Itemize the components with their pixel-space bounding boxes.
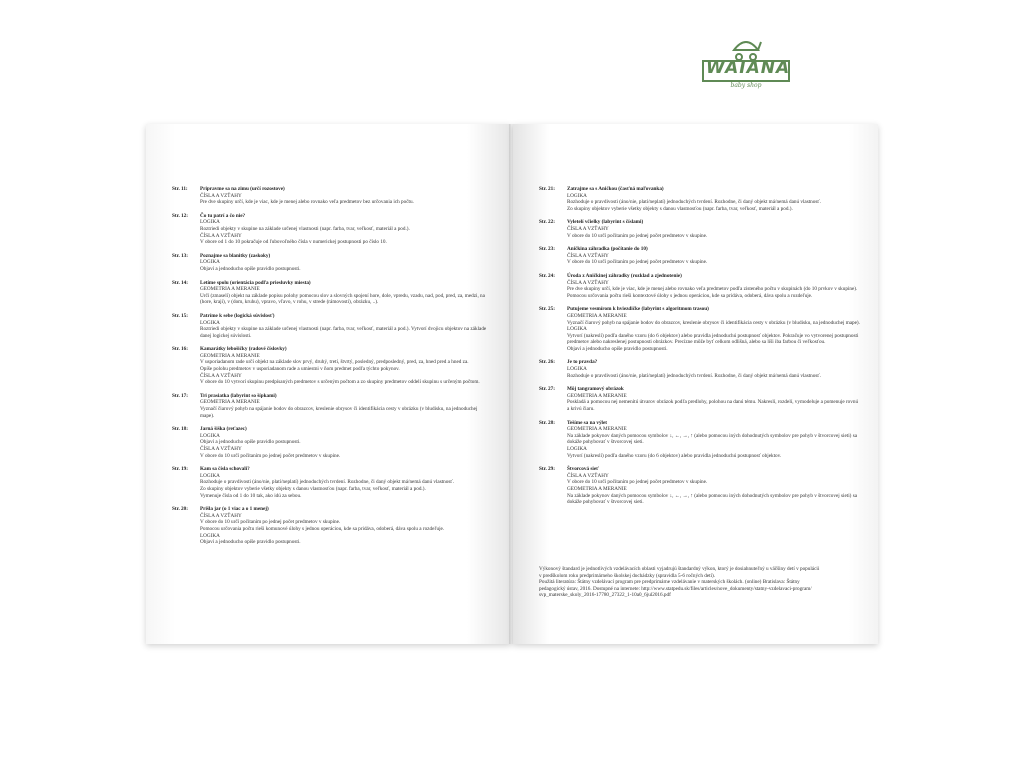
entry-line: Vytvorí (nakreslí) podľa daného vzoru (do 6 objektov) alebo pravidla jednoduchú postupnosť objektov. Pokračuje vo vytvorenej postupnosti predmetov alebo nakreslenej postupnosti obrázkov. Precízne môže byť celkom odlišná, alebo sa líši iba farbou či veľkosťou. (567, 332, 859, 346)
entry-line: Rozhoduje o pravdivosti (áno/nie, platí/neplatí) jednoduchých tvrdení. Rozhodne, či daný objekt má/nemá danú vlastnosť. (567, 199, 821, 206)
entry-title: Tri prasiatka (labyrint so šípkami) (200, 392, 277, 399)
entry-page-number: Str. 29: (539, 466, 555, 473)
entry-title: Jarná šiška (reťazec) (200, 426, 247, 433)
entry-line: Pomocou určovania počtu rieši komunové úlohy s jednou operáciou, kde sa pridáva, odoberá, dáva spolu a rozdeľuje. (200, 525, 445, 532)
entry-line: GEOMETRIA A MERANIE (567, 312, 627, 319)
entry-line: Na základe pokynov daných pomocou symbolov ↓, ←, →, ↑ (alebo pomocou iných dohodnutých symbolov pre pohyb v štvorcovej sieti) sa dokáže pohybovať v štvorcovej sieti. (567, 492, 858, 506)
footnote-line: pedagogický ústav, 2016. Dostupné na internete: http://www.statpedu.sk/files/articles/nove_dokumenty/statny-vzdelavaci-program/ (539, 585, 812, 592)
entry-line: Objaví a jednoducho opíše pravidlo postupnosti. (200, 265, 301, 272)
entry-page-number: Str. 17: (172, 392, 188, 399)
entry-line: ČÍSLA A VZŤAHY (200, 192, 242, 199)
entry-body (567, 219, 861, 239)
entry-title: Kamarátky lebošičky (radové číslovky) (200, 346, 287, 353)
entry-title: Poznajme sa blanitky (zaskoky) (200, 252, 271, 259)
entry-row (539, 306, 861, 352)
entry-line: LOGIKA (200, 472, 220, 479)
entry-title: Letíme spolu (orientácia podľa priesluvky miesta) (200, 279, 311, 286)
entry-title: Čo tu patrí a čo nie? (200, 212, 246, 219)
entry-title: Pripravme sa na zimu (určí rozostove) (200, 186, 285, 192)
entry-row (172, 466, 490, 499)
entry-line: LOGIKA (567, 326, 587, 333)
entry-line: V obore do 10 vytvorí skupinu predpísaných predmetov s určeným počtom a zo skupiny predmetov oddelí skupinu s určeným počtom. (200, 379, 480, 386)
entry-body (200, 393, 490, 419)
right-page-entries (539, 186, 861, 513)
entry-page-number: Str. 21: (539, 186, 555, 192)
entry-body (200, 346, 490, 386)
entry-line: Pomocou určovania počtu rieši kontextové úlohy s jednou operáciou, kde sa pridáva, odoberá, dáva spolu a rozdeľuje. (567, 292, 813, 299)
entry-line: Opíše polohu predmetov v usporiadanom rade a umiestni v ňom predmet podľa týchto pokynov. (200, 366, 400, 373)
entry-line: Objaví a jednoducho opíše pravidlo postupnosti. (200, 439, 301, 446)
entry-line: GEOMETRIA A MERANIE (567, 426, 627, 433)
entry-page-number: Str. 20: (172, 506, 188, 513)
entry-body (200, 313, 490, 339)
entry-body (200, 253, 490, 273)
footnote-line: Výkonový štandard je jednotlivých vzdelávacích oblasti vyjadrujú štandardný výkon, ktorý je dosiahnuteľný u väčšiny detí v populácii (539, 566, 820, 572)
entry-page-number: Str. 11: (172, 186, 188, 192)
entry-line: V obore do 10 určí počítaním po jednej počet predmetov v skupine. (200, 452, 341, 459)
entry-line: Roztriedi objekty v skupine na základe určenej vlastnosti (napr. farba, tvar, veľkosť, materiál a pod.). (200, 225, 410, 232)
entry-page-number: Str. 27: (539, 386, 555, 393)
entry-line: LOGIKA (200, 219, 220, 226)
open-book (146, 124, 880, 644)
entry-body (567, 273, 861, 299)
entry-body (200, 186, 490, 206)
entry-row (172, 253, 490, 273)
entry-row (172, 346, 490, 386)
entry-line: V usporiadanom rade určí objekt na základe slov prvý, druhý, tretí, štvrtý, posledný, predposledný, pred, za, hned pred a hned za. (200, 359, 469, 366)
footnote-line: Použitá literatúra: Štátny vzdelávací program pre predprimárne vzdelávanie v materských školách. (online) Bratislava: Štátny (539, 579, 800, 586)
entry-line: LOGIKA (200, 259, 220, 266)
entry-line: ČÍSLA A VZŤAHY (200, 372, 242, 379)
entry-title: Aničkina záhradka (počítanie do 10) (567, 246, 648, 253)
entry-line: ČÍSLA A VZŤAHY (200, 446, 242, 452)
entry-line: GEOMETRIA A MERANIE (567, 392, 627, 399)
entry-body (567, 306, 861, 352)
entry-page-number: Str. 23: (539, 246, 555, 253)
entry-row (172, 506, 490, 546)
entry-title: Vyletelí včielky (labyrint s číslami) (567, 219, 644, 226)
entry-title: Štvorcová sieť (567, 466, 599, 473)
entry-row (172, 280, 490, 306)
entry-row (539, 246, 861, 266)
entry-row (539, 186, 861, 212)
entry-line: Určí (zmaselí) objekt na základe popisu polohy pomocou slov a slovných spojení hore, dole, vpredu, vzadu, nad, pod, pred, za, medzi, na (hore, kraji), v (dom, kruhu), vpravo, vľavo, v rohu, v strede (rámovosti), obrázku, ..). (200, 292, 485, 306)
entry-line: Vytvorí (nakreslí) podľa daného vzoru (do 6 objektov) alebo pravidla jednoduchú postupnosť objektov. (567, 452, 782, 459)
entry-body (200, 280, 490, 306)
entry-line: LOGIKA (567, 192, 587, 199)
entry-title: Je to pravda? (567, 359, 598, 366)
entry-line: GEOMETRIA A MERANIE (200, 399, 260, 406)
entry-title: Kam sa čísla schovali? (200, 466, 250, 473)
entry-line: V obore do 10 určí počítaním po jednej počet predmetov v skupine. (567, 232, 708, 239)
entry-row (539, 420, 861, 460)
entry-line: V obore do 10 určí počítaním po jednej počet predmetov v skupine. (567, 479, 708, 486)
footnote-line: svp_materske_skoly_2016-17780_27322_1-10a0_6jul2016.pdf (539, 592, 671, 599)
entry-body (567, 246, 861, 266)
entry-line: Na základe pokynov daných pomocou symbolov ↓, ←, →, ↑ (alebo pomocou iných dohodnutých symbolov pre pohyb v štvorcovej sieti) sa dokáže pohybovať v štvorcovej sieti. (567, 432, 858, 446)
left-page-entries (172, 186, 490, 553)
entry-line: GEOMETRIA A MERANIE (567, 485, 627, 492)
entry-body (567, 420, 861, 460)
entry-page-number: Str. 26: (539, 359, 555, 366)
entry-title: Patríme k sebe (logická súvislosť) (200, 312, 275, 319)
entry-line: Zo skupiny objektov vyberie všetky objekty s danou vlastnosťou (napr. farba, tvar, veľkosť, materiál a pod.). (200, 485, 426, 492)
entry-line: GEOMETRIA A MERANIE (200, 352, 260, 359)
entry-line: Rozhoduje o pravdivosti (áno/nie, platí/neplatí) jednoduchých tvrdení. Rozhodne, či daný objekt má/nemá danú vlastnosť. (567, 372, 821, 379)
entry-line: Pre dve skupiny určí, kde je viac, kde je menej alebo rovnako veľa predmetov podľa zisteného počtu v skupinách (do 10 prvkov v skupine). (567, 286, 858, 293)
entry-line: V obore do 10 určí počítaním po jednej počet predmetov v skupine. (567, 259, 708, 266)
entry-body (200, 426, 490, 459)
entry-line: ČÍSLA A VZŤAHY (567, 225, 609, 232)
entry-page-number: Str. 19: (172, 466, 188, 473)
entry-line: Vymenuje čísla od 1 do 10 tak, ako idú za sebou. (200, 492, 302, 499)
entry-line: Vyznačí čiarový pohyb na spájanie bodov do obrazcov, kreslenie obrysov či identifikácia cesty v obrázku (v bludisku, na jednoduchej mape). (200, 406, 478, 419)
entry-page-number: Str. 22: (539, 219, 555, 226)
entry-page-number: Str. 24: (539, 272, 555, 279)
entry-page-number: Str. 28: (539, 419, 555, 426)
entry-body (200, 213, 490, 246)
entry-body (567, 466, 861, 506)
entry-row (172, 186, 490, 206)
entry-row (539, 386, 861, 412)
entry-body (200, 506, 490, 546)
entry-page-number: Str. 14: (172, 279, 188, 286)
entry-title: Zatrajme sa s Aničkou (časťná maľovanka) (567, 186, 664, 192)
entry-line: Objaví a jednoducho opíše pravidlo postupnosti. (200, 539, 301, 546)
logo-wordmark: WAIANA (706, 58, 791, 78)
right-page (513, 124, 878, 644)
entry-title: Prišla jar (o 1 viac a o 1 menej) (200, 506, 269, 513)
left-page (146, 124, 511, 644)
entry-line: Pre dve skupiny určí, kde je viac, kde je menej alebo rovnako veľa predmetov bez určovania ich počtu. (200, 199, 414, 206)
entry-line: Objaví a jednoducho opíše pravidlo postupnosti. (567, 345, 668, 352)
entry-body (567, 386, 861, 412)
entry-row (172, 426, 490, 459)
entry-line: Vyznačí čiarový pohyb na spájanie bodov do obrazcov, kreslenie obrysov či identifikácia cesty v obrázku (v bludisku, na jednoduchej mape). (567, 319, 860, 326)
entry-line: GEOMETRIA A MERANIE (200, 286, 260, 293)
entry-title: Môj tangramový obrázok (567, 386, 624, 393)
entry-row (172, 313, 490, 339)
entry-line: V obore do 10 určí počítaním po jednej počet predmetov v skupine. (200, 519, 341, 526)
entry-body (200, 466, 490, 499)
entry-page-number: Str. 12: (172, 212, 188, 219)
entry-page-number: Str. 13: (172, 252, 188, 259)
entry-line: ČÍSLA A VZŤAHY (200, 512, 242, 519)
entry-line: Zo skupiny objektov vyberie všetky objekty s danou vlastnosťou (napr. farba, tvar, veľkosť, materiál a pod.). (567, 205, 793, 212)
entry-row (539, 273, 861, 299)
logo-tagline: baby shop (730, 82, 762, 89)
footnote-line: v predškolom roku predprimárneho školskej dochádzky (spravidla 5-6 ročných detí). (539, 572, 716, 579)
entry-line: ČÍSLA A VZŤAHY (567, 252, 609, 259)
entry-line: ČÍSLA A VZŤAHY (567, 472, 609, 479)
entry-page-number: Str. 15: (172, 312, 188, 319)
entry-line: Roztriedi objekty v skupine na základe určenej vlastnosti (napr. farba, tvar, veľkosť, materiál a pod.). Vytvorí dvojicu objektov na základe danej logickej súvislosti. (200, 326, 487, 339)
entry-line: Poskladá a pomocou nej nemenitú útvarov obrázok podľa predlohy, polohou na danú tému. Nakreslí, rozdelí, vymodeluje a pomenuje rovnú a krivú čiaru. (567, 399, 859, 413)
entry-line: LOGIKA (567, 446, 587, 452)
entry-row (539, 359, 861, 379)
entry-body (567, 186, 861, 212)
entry-line: ČÍSLA A VZŤAHY (567, 279, 609, 286)
entry-row (539, 219, 861, 239)
entry-row (172, 213, 490, 246)
entry-page-number: Str. 16: (172, 346, 188, 353)
entry-title: Úroda z Aničkinej záhradky (rozklad a zjednotenie) (567, 272, 682, 279)
entry-title: Putujeme vesmírom k hviezdičke (labyrint s algoritmom trasou) (567, 306, 709, 313)
footnote (539, 566, 861, 599)
entry-line: LOGIKA (200, 532, 220, 539)
entry-line: V obore od 1 do 10 pokračuje od ľubovoľného čísla v numerickej postupnosti po číslo 10. (200, 239, 387, 246)
entry-title: Tešíme sa na výlet (567, 419, 608, 426)
entry-body (567, 359, 861, 379)
entry-page-number: Str. 25: (539, 306, 555, 313)
entry-line: ČÍSLA A VZŤAHY (200, 232, 242, 239)
entry-line: Rozhoduje o pravdivosti (áno/nie, platí/neplatí) jednoduchých tvrdení. Rozhodne, či daný objekt má/nemá danú vlastnosť. (200, 479, 454, 486)
entry-row (172, 393, 490, 419)
entry-line: LOGIKA (200, 432, 220, 439)
entry-line: LOGIKA (200, 319, 220, 326)
entry-row (539, 466, 861, 506)
entry-line: LOGIKA (567, 366, 587, 373)
brand-logo (702, 38, 790, 94)
entry-page-number: Str. 18: (172, 426, 188, 433)
